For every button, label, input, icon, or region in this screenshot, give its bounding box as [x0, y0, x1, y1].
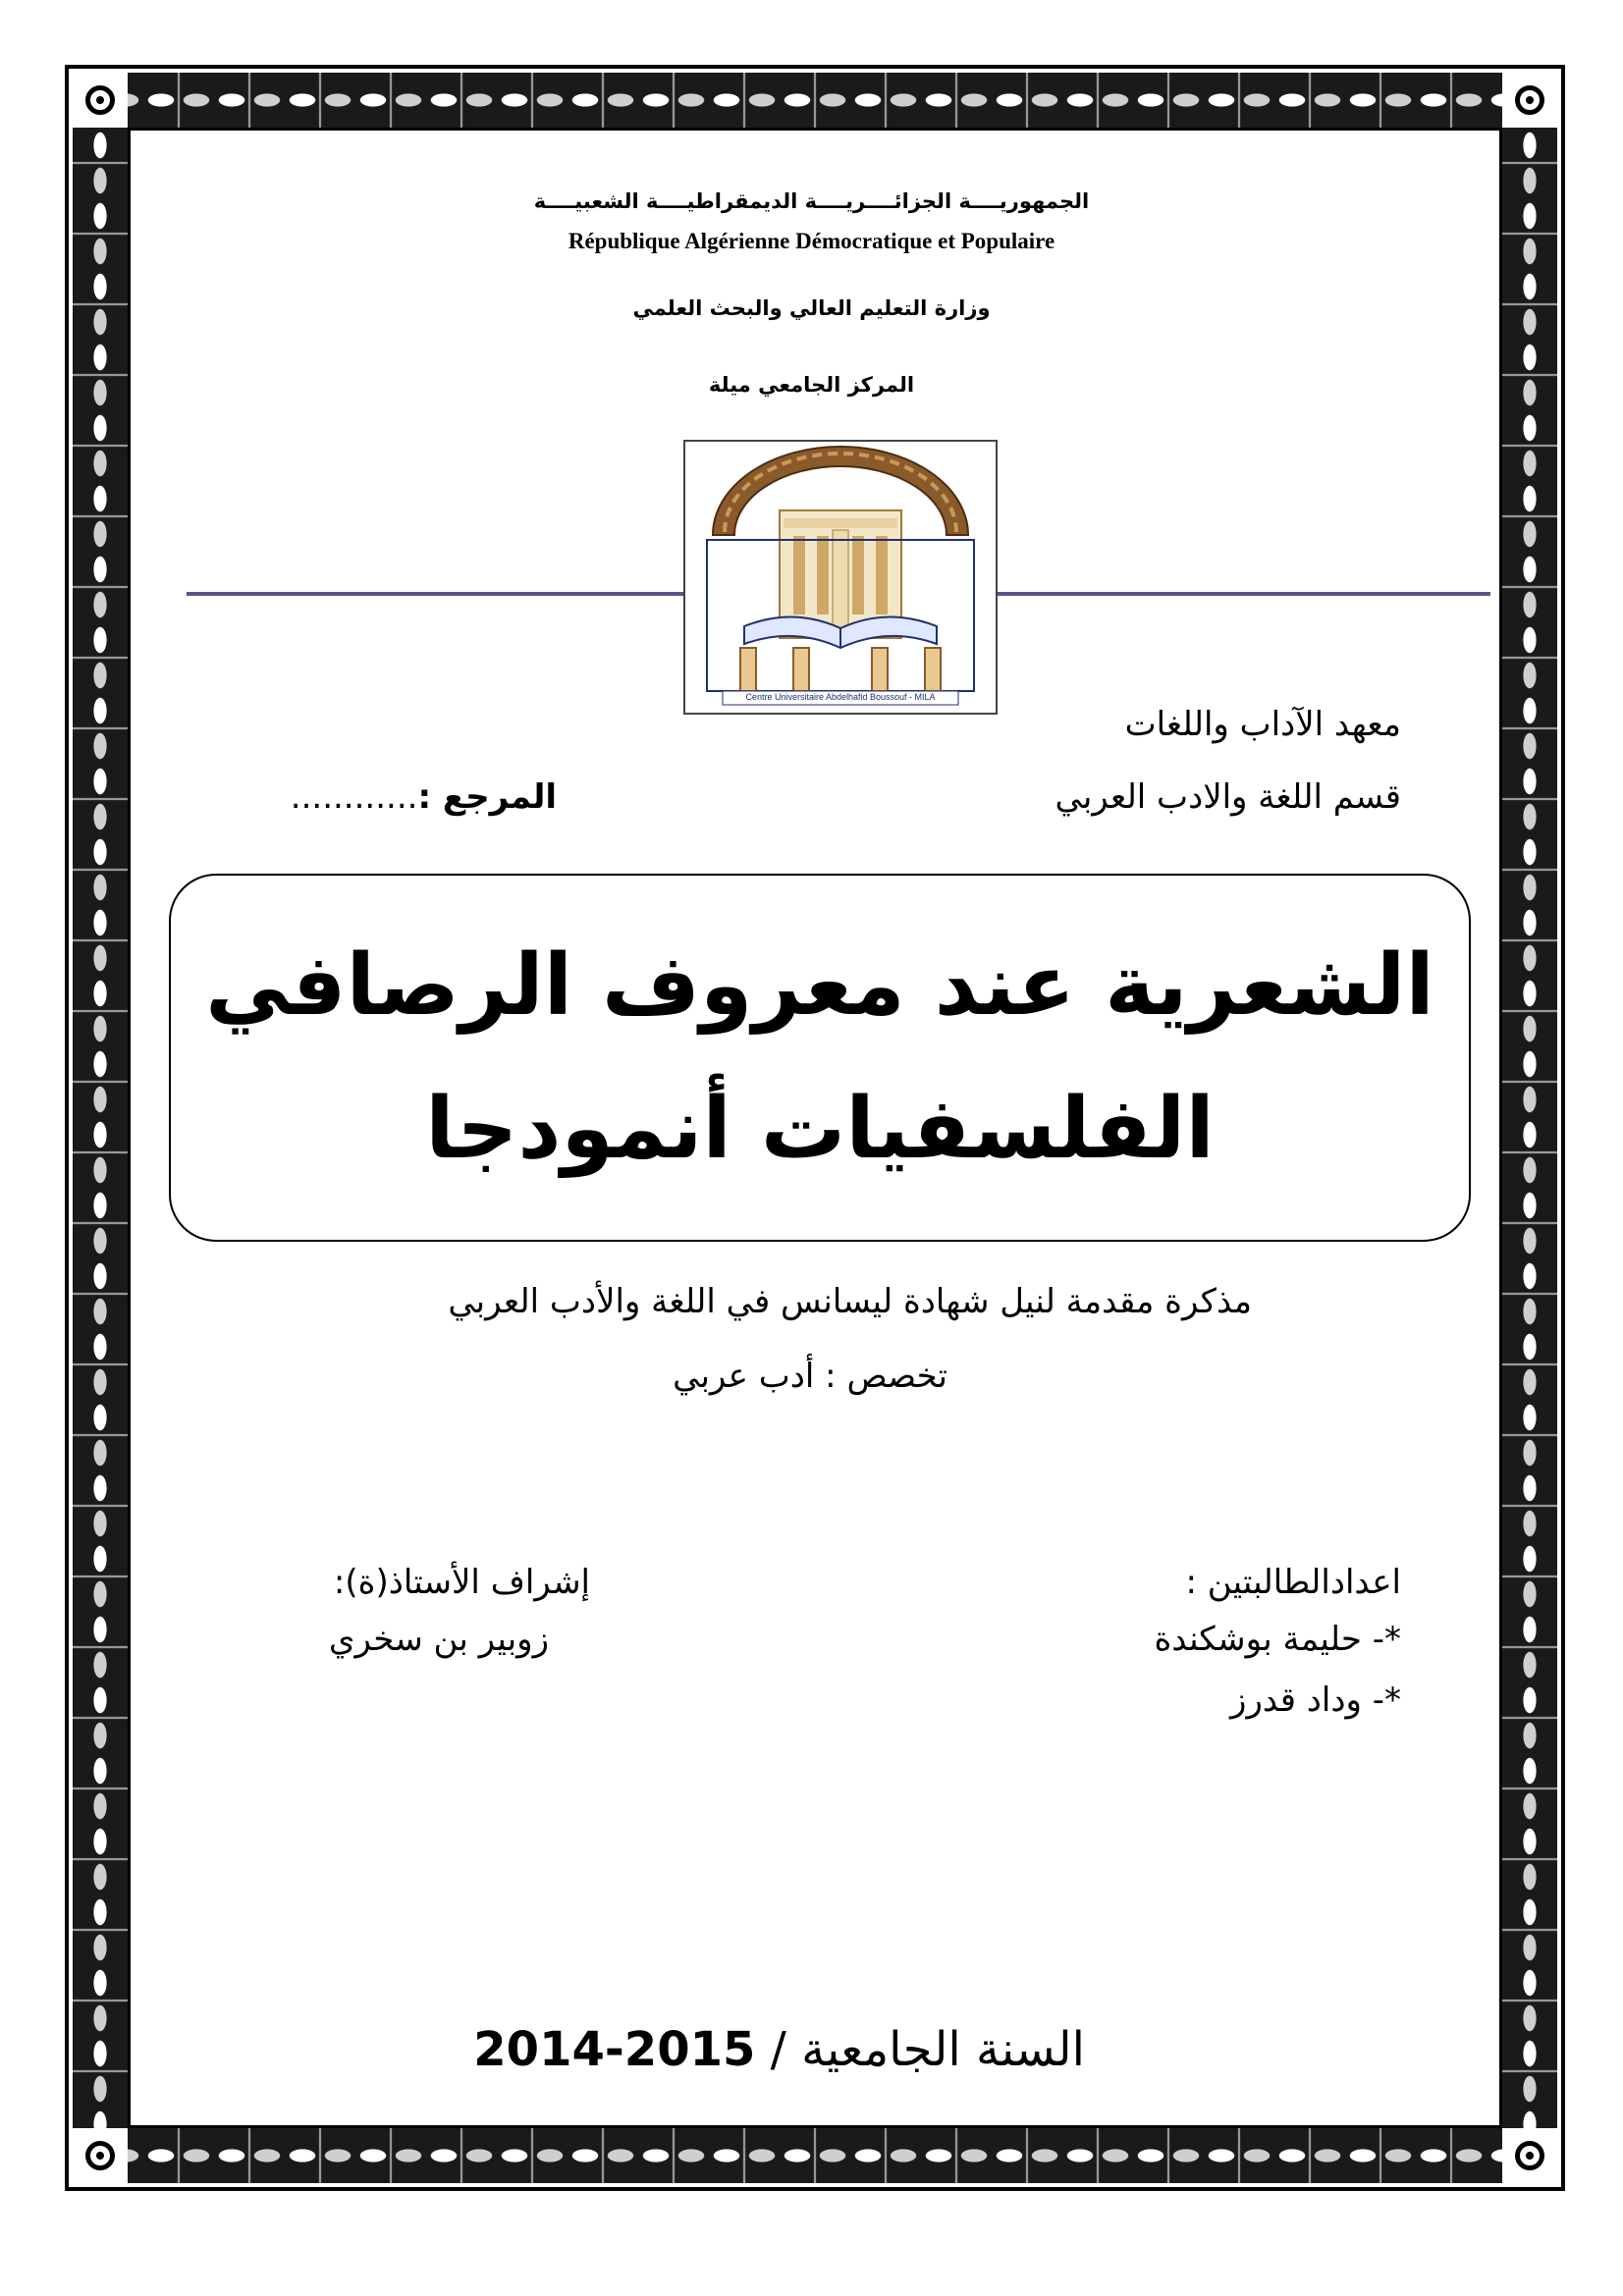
institute-name: معهد الآداب واللغات	[1124, 705, 1401, 744]
academic-year	[473, 2022, 1085, 2077]
academic-year-label: السنة الجامعية /	[770, 2022, 1085, 2077]
university-logo	[683, 440, 998, 715]
student-name: *- حليمة بوشكندة	[1154, 1620, 1401, 1659]
student-name: *- وداد قدرز	[1230, 1681, 1401, 1720]
border-pattern-top	[73, 73, 1557, 128]
academic-year-value: 2015-2014	[473, 2022, 756, 2077]
thesis-title-line-1: الشعرية عند معروف الرصافي	[205, 936, 1434, 1035]
thesis-title-line-2: الفلسفيات أنمودجا	[425, 1080, 1215, 1178]
supervisor-label: إشراف الأستاذ(ة):	[333, 1563, 590, 1602]
republic-name-french: République Algérienne Démocratique et Populaire	[568, 229, 1055, 253]
students-label: اعدادالطالبتين :	[1185, 1563, 1401, 1602]
corner-ornament-icon	[73, 73, 128, 128]
corner-ornament-icon	[73, 2128, 128, 2183]
border-pattern-left	[73, 128, 128, 2128]
thesis-purpose: مذكرة مقدمة لنيل شهادة ليسانس في اللغة والأدب العربي	[448, 1282, 1252, 1321]
reference-field	[291, 777, 557, 817]
corner-ornament-icon	[1502, 2128, 1557, 2183]
logo-caption: Centre Universitaire Abdelhafid Boussouf - MILA	[745, 692, 936, 702]
university-logo-image	[685, 442, 996, 713]
university-center-name: المركز الجامعي ميلة	[708, 373, 915, 397]
reference-label: المرجع :	[417, 777, 557, 817]
thesis-title-box	[169, 874, 1471, 1242]
thesis-specialty: تخصص : أدب عربي	[673, 1357, 947, 1396]
ministry-name: وزارة التعليم العالي والبحث العلمي	[632, 296, 991, 320]
header-divider-left	[187, 592, 683, 596]
header-divider-right	[998, 592, 1490, 596]
border-pattern-right	[1502, 128, 1557, 2128]
republic-name-arabic: الجمهوريــــة الجزائــــريــــة الديمقراطيــــة الشعبيــــة	[533, 189, 1090, 213]
department-name: قسم اللغة والادب العربي	[1055, 777, 1401, 817]
reference-value: ............	[290, 777, 418, 817]
border-pattern-bottom	[73, 2128, 1557, 2183]
supervisor-name: زوبير بن سخري	[328, 1620, 549, 1659]
corner-ornament-icon	[1502, 73, 1557, 128]
